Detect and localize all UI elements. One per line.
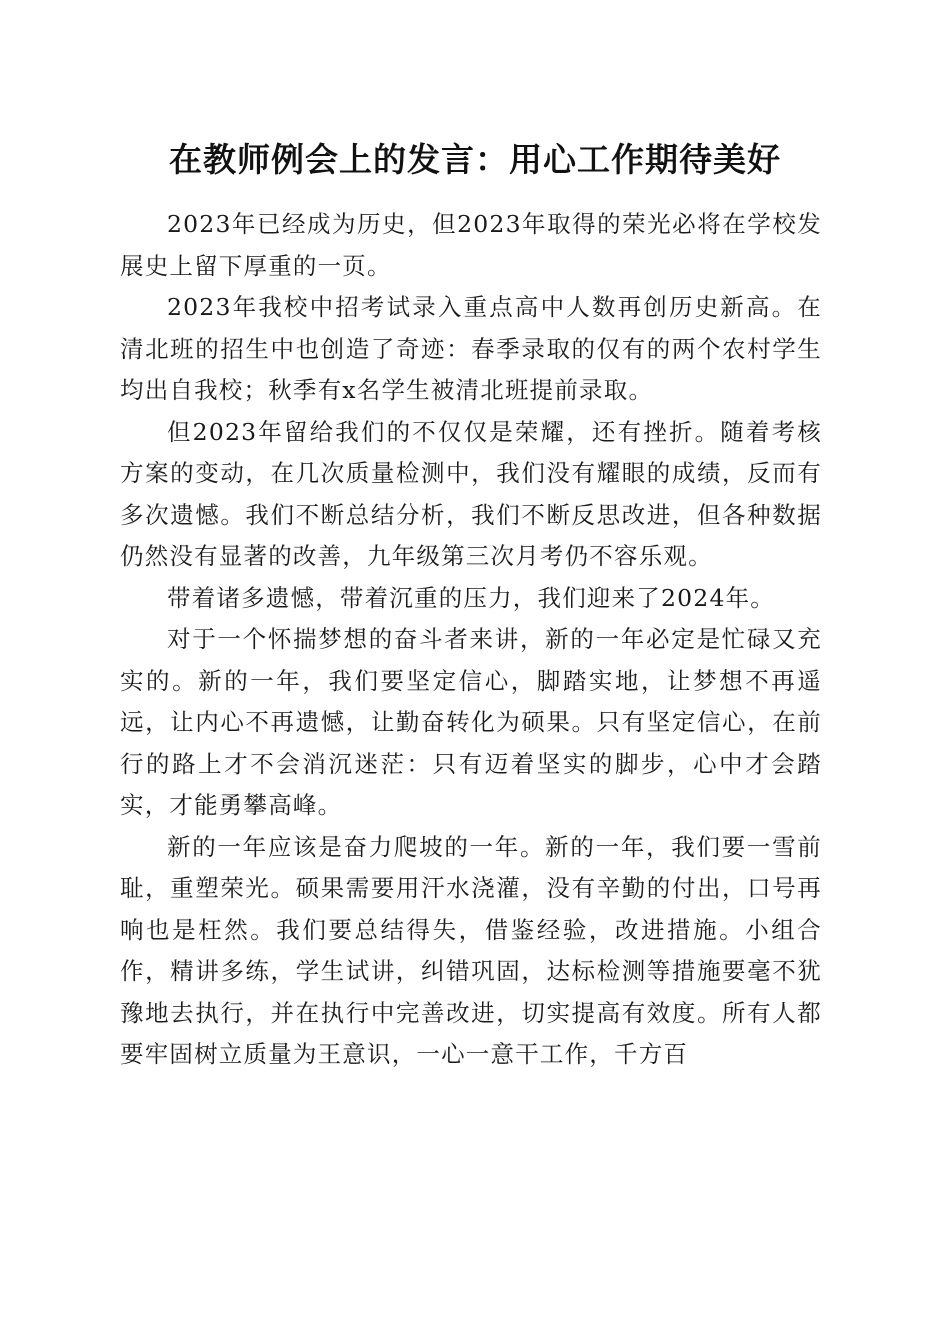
- paragraph: 但2023年留给我们的不仅仅是荣耀，还有挫折。随着考核方案的变动，在几次质量检测中，我们没有耀眼的成绩，反而有多次遗憾。我们不断总结分析，我们不断反思改进，但各种数据仍然没有显著的改善，九年级第三次月考仍不容乐观。: [120, 417, 822, 570]
- paragraph: 新的一年应该是奋力爬坡的一年。新的一年，我们要一雪前耻，重塑荣光。硕果需要用汗水浇灌，没有辛勤的付出，口号再响也是枉然。我们要总结得失，借鉴经验，改进措施。小组合作，精讲多练，学生试讲，纠错巩固，达标检测等措施要毫不犹豫地去执行，并在执行中完善改进，切实提高有效度。所有人都要牢固树立质量为王意识，一心一意干工作，千方百: [120, 832, 822, 1068]
- paragraph: 对于一个怀揣梦想的奋斗者来讲，新的一年必定是忙碌又充实的。新的一年，我们要坚定信心，脚踏实地，让梦想不再遥远，让内心不再遗憾，让勤奋转化为硕果。只有坚定信心，在前行的路上才不会消沉迷茫：只有迈着坚实的脚步，心中才会踏实，才能勇攀高峰。: [120, 625, 822, 819]
- paragraph: 2023年已经成为历史，但2023年取得的荣光必将在学校发展史上留下厚重的一页。: [120, 210, 822, 280]
- document-body: [120, 204, 822, 1076]
- paragraph: 2023年我校中招考试录入重点高中人数再创历史新高。在清北班的招生中也创造了奇迹：春季录取的仅有的两个农村学生均出自我校；秋季有x名学生被清北班提前录取。: [120, 293, 822, 404]
- paragraph: 带着诸多遗憾，带着沉重的压力，我们迎来了2024年。: [167, 583, 776, 612]
- document-title: 在教师例会上的发言：用心工作期待美好: [169, 140, 781, 179]
